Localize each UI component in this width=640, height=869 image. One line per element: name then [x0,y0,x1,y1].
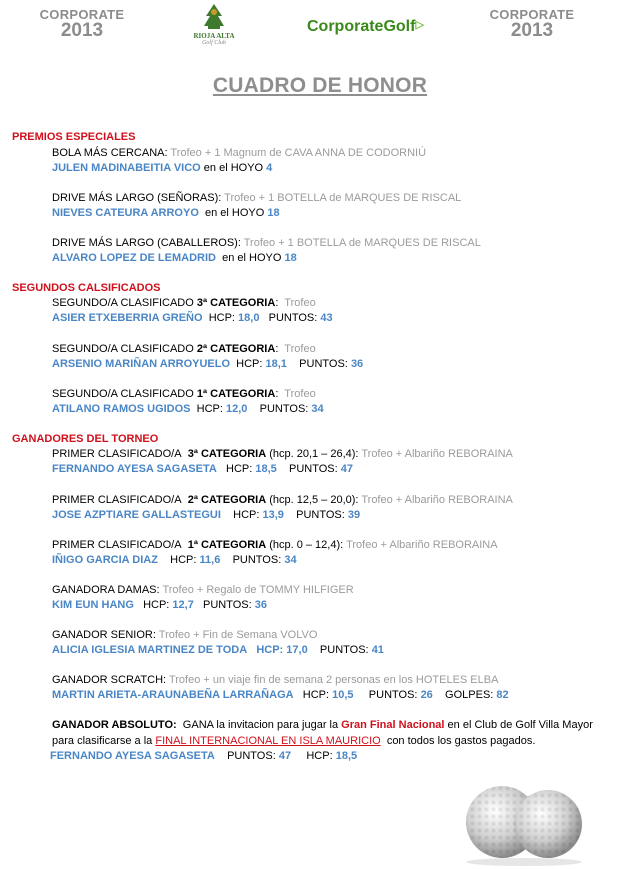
award-label: PRIMER CLASIFICADO/A [52,539,182,551]
winner-name: ASIER ETXEBERRIA GREÑO [52,312,203,324]
hoyo-label: en el HOYO [203,162,264,174]
award-label: GANADOR SCRATCH: [52,674,167,686]
section-heading-segundos: SEGUNDOS CALSIFICADOS [12,282,161,294]
award-label: PRIMER CLASIFICADO/A [52,494,182,506]
award-line-segundo-3: SEGUNDO/A CLASIFICADO 3ª CATEGORIA: Trofeo [52,297,316,309]
category: 3ª CATEGORIA [187,448,267,460]
winner-line-segundo-3 [52,312,333,324]
corporate-golf-text: CorporateGolf [307,18,416,35]
award-prize: Trofeo + Albariño REBORAINA [346,539,498,551]
award-line-scratch [52,674,498,686]
winner-line-drive-caballeros [52,252,297,264]
winner-name: ALVARO LOPEZ DE LEMADRID [52,252,216,264]
winner-line-primero-2 [52,509,360,521]
puntos-label: PUNTOS: [227,750,276,762]
hcp-value: 18,5 [335,750,358,762]
award-prize: Trofeo + Fin de Semana VOLVO [158,629,318,641]
hcp-range: (hcp. 0 – 12,4): [269,539,344,551]
hcp-label: HCP: [226,463,253,475]
page-title: CUADRO DE HONOR [212,74,428,97]
gran-final-highlight: Gran Final Nacional [341,719,445,731]
corporate-label: CORPORATE [39,7,125,22]
section-heading-ganadores: GANADORES DEL TORNEO [12,433,159,445]
award-prize: Trofeo [284,388,316,400]
absoluto-text: con todos los gastos pagados. [386,735,536,747]
puntos-value: 34 [311,403,324,415]
puntos-value: 41 [371,644,384,656]
puntos-label: PUNTOS: [299,358,348,370]
winner-name: KIM EUN HANG [52,599,134,611]
puntos-label: PUNTOS: [259,403,309,415]
hcp-label: HCP: [233,509,260,521]
winner-name: JOSE AZPTIARE GALLASTEGUI [52,509,221,521]
award-prize: Trofeo [284,297,316,309]
hcp-value: 12,0 [225,403,248,415]
puntos-label: PUNTOS: [296,509,345,521]
absoluto-label: GANADOR ABSOLUTO: [52,719,177,731]
winner-line-drive-senoras [52,207,280,219]
hcp-value: 10,5 [332,689,354,701]
hoyo-label: en el HOYO [205,207,265,219]
golpes-label: GOLPES: [445,689,494,701]
award-label: BOLA MÁS CERCANA: [52,147,168,159]
winner-name: FERNANDO AYESA SAGASETA [52,463,217,475]
award-label: SEGUNDO/A CLASIFICADO [52,297,194,309]
hcp-label: HCP: [236,358,263,370]
award-line-primero-2 [52,494,513,506]
corporate-label: CORPORATE [489,7,575,22]
puntos-value: 39 [347,509,361,521]
hcp-range: (hcp. 12,5 – 20,0): [269,494,359,506]
puntos-label: PUNTOS: [319,644,369,656]
category: 2ª CATEGORIA [187,494,267,506]
award-label: GANADOR SENIOR: [52,629,156,641]
hoyo-label: en el HOYO [222,252,282,264]
puntos-value: 34 [284,554,297,566]
award-label: SEGUNDO/A CLASIFICADO [52,388,194,400]
hcp-label: HCP: [143,599,170,611]
award-label: PRIMER CLASIFICADO/A [52,448,182,460]
winner-name: IÑIGO GARCIA DIAZ [52,554,158,566]
hcp-label: HCP: [302,689,330,701]
hcp-label: HCP: [196,403,223,415]
absoluto-winner-line [50,750,357,762]
award-label: SEGUNDO/A CLASIFICADO [52,343,194,355]
hoyo-number: 4 [266,162,273,174]
award-label: GANADORA DAMAS: [52,584,160,596]
award-line-primero-1 [52,539,498,551]
category: 2ª CATEGORIA [196,343,276,355]
winner-line-scratch [52,689,509,701]
puntos-label: PUNTOS: [203,599,252,611]
corporate-2013-logo-right [488,8,576,40]
absoluto-line-2 [52,735,535,747]
winner-line-senior [52,644,384,656]
winner-line-damas [52,599,267,611]
award-line-senior [52,629,317,641]
winner-line-segundo-1 [52,403,324,415]
award-line-bola [52,147,426,159]
hoyo-number: 18 [267,207,280,219]
golf-balls-image [462,778,587,866]
winner-name: ARSENIO MARIÑAN ARROYUELO [52,358,231,370]
puntos-value: 43 [320,312,333,324]
award-label: DRIVE MÁS LARGO (CABALLEROS): [52,237,241,249]
hcp-range: (hcp. 20,1 – 26,4): [269,448,359,460]
section-heading-premios: PREMIOS ESPECIALES [12,131,136,143]
hcp-value: HCP: 17,0 [256,644,308,656]
absoluto-text: en el Club de Golf Villa Mayor [447,719,593,731]
award-prize: Trofeo + un viaje fin de semana 2 personas en los HOTELES ELBA [168,674,499,686]
corporate-year: 2013 [510,20,554,41]
award-line-damas [52,584,354,596]
corporate-golf-logo [307,18,424,36]
hcp-label: HCP: [170,554,197,566]
absoluto-text: para clasificarse a la [52,735,153,747]
winner-name: FERNANDO AYESA SAGASETA [50,750,215,762]
award-line-drive-senoras [52,192,461,204]
golpes-value: 82 [496,689,509,701]
hcp-value: 12,7 [172,599,194,611]
award-prize: Trofeo [284,343,316,355]
hcp-label: HCP: [208,312,235,324]
award-prize: Trofeo + Albariño REBORAINA [361,494,513,506]
hcp-value: 18,5 [255,463,277,475]
rioja-alta-crest-icon [186,2,242,30]
winner-line-primero-1 [52,554,297,566]
puntos-label: PUNTOS: [289,463,338,475]
rioja-alta-logo [186,2,242,48]
award-prize: Trofeo + Regalo de TOMMY HILFIGER [162,584,354,596]
puntos-value: 36 [350,358,364,370]
award-line-primero-3 [52,448,513,460]
puntos-value: 47 [340,463,354,475]
winner-name: ATILANO RAMOS UGIDOS [52,403,191,415]
hcp-label: HCP: [306,750,333,762]
puntos-value: 26 [420,689,433,701]
flag-icon: ▷ [415,19,424,31]
puntos-value: 47 [278,750,292,762]
award-label: DRIVE MÁS LARGO (SEÑORAS): [52,192,222,204]
corporate-2013-logo-left [38,8,126,40]
winner-line-segundo-2 [52,358,363,370]
winner-name: JULEN MADINABEITIA VICO [52,162,201,174]
award-prize: Trofeo + Albariño REBORAINA [361,448,513,460]
winner-name: NIEVES CATEURA ARROYO [52,207,199,219]
puntos-label: PUNTOS: [268,312,318,324]
award-prize: Trofeo + 1 BOTELLA de MARQUES DE RISCAL [243,237,481,249]
rioja-alta-name: RIOJA ALTA [193,32,235,40]
hcp-value: 11,6 [199,554,221,566]
winner-line-primero-3 [52,463,353,475]
puntos-label: PUNTOS: [232,554,282,566]
hcp-value: 18,1 [265,358,287,370]
hcp-value: 13,9 [262,509,284,521]
award-line-drive-caballeros [52,237,481,249]
absoluto-line-1 [52,719,593,731]
winner-line-bola [52,162,272,174]
final-internacional-link: FINAL INTERNACIONAL EN ISLA MAURICIO [155,735,381,747]
hoyo-number: 18 [284,252,297,264]
category: 1ª CATEGORIA [187,539,267,551]
award-line-segundo-2: SEGUNDO/A CLASIFICADO 2ª CATEGORIA: Trofeo [52,343,316,355]
puntos-value: 36 [254,599,268,611]
award-prize: Trofeo + 1 BOTELLA de MARQUES DE RISCAL [224,192,462,204]
category: 3ª CATEGORIA [196,297,276,309]
corporate-year: 2013 [60,20,104,41]
rioja-alta-sub: Golf Club [202,40,226,46]
category: 1ª CATEGORIA [196,388,276,400]
award-prize: Trofeo + 1 Magnum de CAVA ANNA DE CODORNIÚ [170,147,427,159]
puntos-label: PUNTOS: [368,689,418,701]
absoluto-text: GANA la invitacion para jugar la [182,719,339,731]
winner-name: MARTIN ARIETA-ARAUNABEÑA LARRAÑAGA [52,689,294,701]
hcp-value: 18,0 [238,312,260,324]
golf-ball-icon [462,778,587,866]
award-line-segundo-1: SEGUNDO/A CLASIFICADO 1ª CATEGORIA: Trofeo [52,388,316,400]
winner-name: ALICIA IGLESIA MARTINEZ DE TODA [52,644,248,656]
